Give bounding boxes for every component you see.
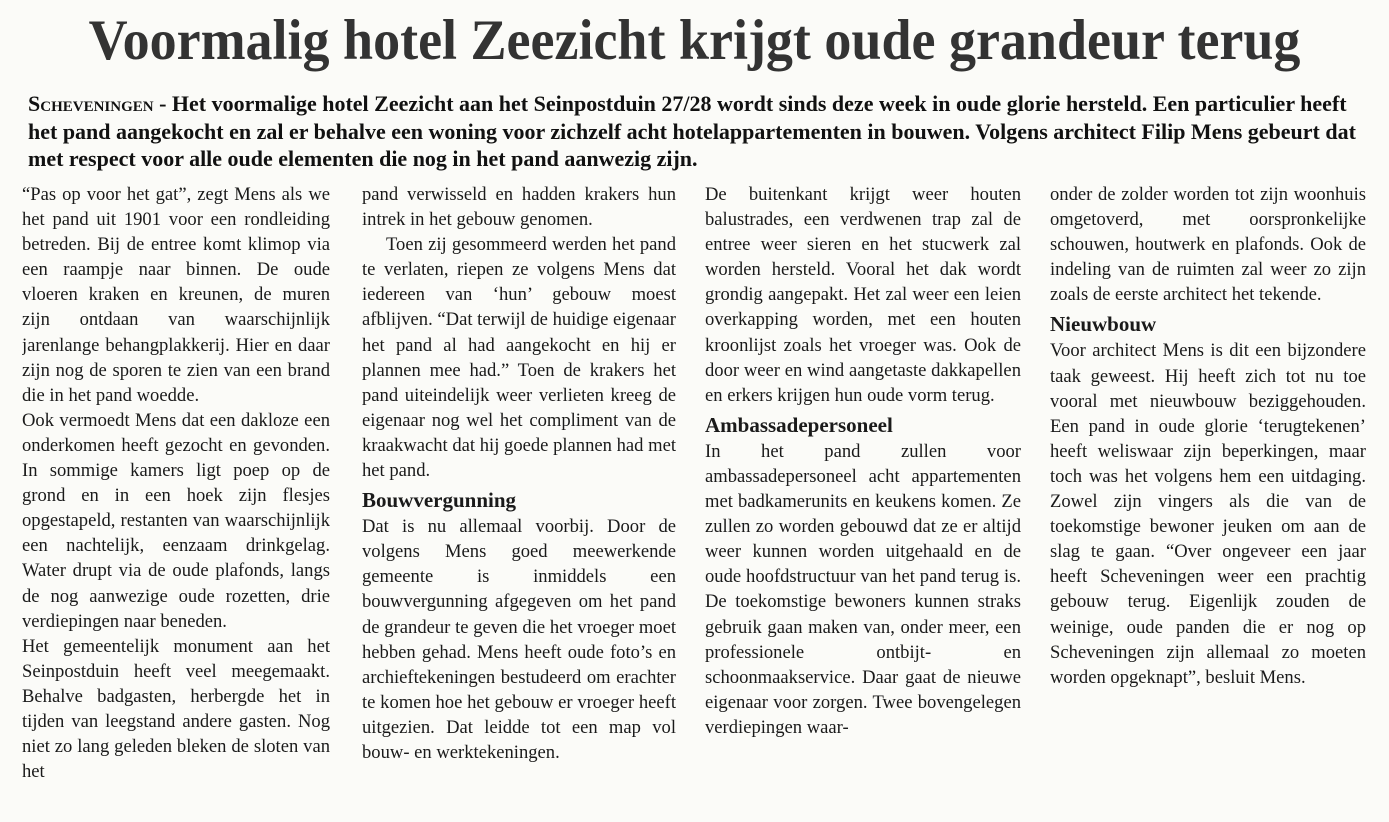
paragraph: Voor architect Mens is dit een bijzondere taak geweest. Hij heeft zich tot nu toe vooral met nieuwbouw beziggehouden. Een pand in oude glorie ‘terugtekenen’ heeft weliswaar zijn beperkingen, maar toch was het volgens hem een uitdaging. Zowel zijn vingers als die van de toekomstige bewoner jeuken om aan de slag te gaan. “Over ongeveer een jaar heeft Scheveningen weer een prachtig gebouw terug. Eigenlijk zouden de weinige, oude panden die er nog op Scheveningen zijn allemaal zo moeten worden opgeknapt”, besluit Mens.	[1050, 340, 1366, 688]
paragraph: De buitenkant krijgt weer houten balustrades, een verdwenen trap zal de entree weer sieren en het stucwerk zal worden hersteld. Vooral het dak wordt grondig aangepakt. Het zal weer een leien overkapping worden, met een houten kroonlijst zoals het vroeger was. Ook de door weer en wind aangetaste dakkapellen en erkers krijgen hun oude vorm terug.	[705, 184, 1021, 406]
column-2	[362, 182, 676, 822]
column-3	[705, 182, 1021, 822]
paragraph: In het pand zullen voor ambassadepersoneel acht appartementen met badkamerunits en keukens komen. Ze zullen zo worden gebouwd dat ze er altijd weer kunnen worden uitgehaald en de oude hoofdstructuur van het pand terug is. De toekomstige bewoners kunnen straks gebruik gaan maken van, onder meer, een professionele ontbijt- en schoonmaakservice. Daar gaat de nieuwe eigenaar voor zorgen. Twee bovengelegen verdiepingen waar-	[705, 440, 1021, 738]
lead-text: - Het voormalige hotel Zeezicht aan het Seinpostduin 27/28 wordt sinds deze week in oude glorie hersteld. Een particulier heeft het pand aangekocht en zal er behalve een woning voor zichzelf acht hotelappartementen in bouwen. Volgens architect Filip Mens gebeurt dat met respect voor alle oude elementen die nog in het pand aanwezig zijn.	[28, 91, 1356, 171]
lead-paragraph	[28, 90, 1373, 173]
paragraph: Dat is nu allemaal voorbij. Door de volgens Mens goed meewerkende gemeente is inmiddels een bouwvergunning afgegeven om het pand de grandeur te geven die het vroeger moet hebben gehad. Mens heeft oude foto’s en archieftekeningen bestudeerd om erachter te komen hoe het gebouw er vroeger heeft uitgezien. Dat leidde tot een map vol bouw- en werktekeningen.	[362, 516, 676, 763]
paragraph: Het gemeentelijk monument aan het Seinpostduin heeft veel meegemaakt. Behalve badgasten, herbergde het in tijden van leegstand andere gasten. Nog niet zo lang geleden bleken de sloten van het	[22, 635, 330, 783]
paragraph: Toen zij gesommeerd werden het pand te verlaten, riepen ze volgens Mens dat iedereen van ‘hun’ gebouw moest afblijven. “Dat terwijl de huidige eigenaar het pand al had aangekocht en hij er plannen mee had.” Toen de krakers het pand uiteindelijk weer verlieten kreeg de eigenaar nog wel het compliment van de kraakwacht dat hij goede plannen had met het pand.	[362, 234, 676, 482]
paragraph: “Pas op voor het gat”, zegt Mens als we het pand uit 1901 voor een rondleiding betreden. Bij de entree komt klimop via een raampje naar binnen. De oude vloeren kraken en kreunen, de muren zijn ontdaan van waarschijnlijk jarenlange behangplakkerij. Hier en daar zijn nog de sporen te zien van een brand die in het pand woedde.	[22, 184, 330, 406]
paragraph: onder de zolder worden tot zijn woonhuis omgetoverd, met oorspronkelijke schouwen, houtwerk en plafonds. Ook de indeling van de ruimten zal weer zo zijn zoals de eerste architect het tekende.	[1050, 184, 1366, 306]
paragraph: Ook vermoedt Mens dat een dakloze een onderkomen heeft gezocht en gevonden. In sommige kamers ligt poep op de grond en in een hoek zijn flesjes opgestapeld, restanten van waarschijnlijk een nachtelijk, eenzaam drinkgelag. Water drupt via de oude plafonds, langs de nog aanwezige oude rozetten, drie verdiepingen naar beneden.	[22, 409, 330, 632]
paragraph: pand verwisseld en hadden krakers hun intrek in het gebouw genomen.	[362, 184, 676, 231]
subheading-bouwvergunning: Bouwvergunning	[362, 488, 517, 513]
column-1	[22, 182, 330, 822]
subheading-ambassadepersoneel: Ambassadepersoneel	[705, 412, 893, 437]
subheading-nieuwbouw: Nieuwbouw	[1050, 312, 1157, 337]
headline: Voormalig hotel Zeezicht krijgt oude grandeur terug	[88, 8, 1301, 72]
column-4	[1050, 182, 1366, 822]
dateline: Scheveningen	[28, 91, 154, 116]
